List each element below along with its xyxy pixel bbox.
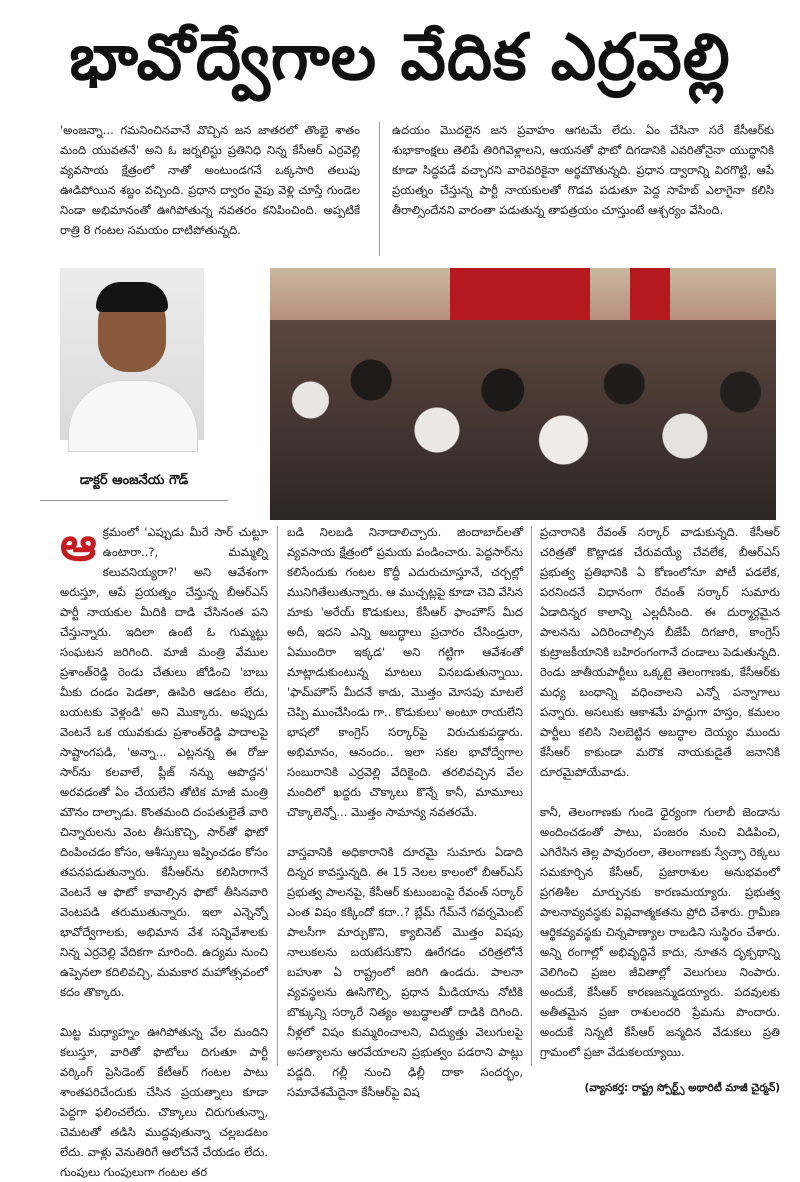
author-caption: డాక్టర్ ఆంజనేయ గౌడ్ <box>79 473 189 488</box>
drop-cap: ఆ <box>60 517 97 571</box>
crowd <box>270 320 776 520</box>
intro-right-text: ఉదయం మొదలైన జన ప్రవాహం ఆగటమే లేదు. ఏం చేసినా సరే కేసీఆర్‌కు శుభాకాంక్షలు తెలిపే తిరిగివెళ్లాలని, ఆయనతో ఫొటో దిగడానికి ఎవరితోనైనా యుద్ధానికి కూడా సిద్ధపడే వచ్చారని వారెవరికైనా అర్థమౌతున్నది. ప్రధాన ద్వారాన్ని విరగొట్టి, ఆపే ప్రయత్నం చేస్తున్న పార్టీ నాయకులతో గొడవ పడుతూ పెద్ద సాహేబ్ ఎలాగైనా కలిసి తీరాల్సిందేనని వారంతా పడుతున్న తాపత్రయం చూస్తుంటే ఆశ్చర్యం వేసింది. <box>392 123 774 217</box>
author-credit: (వ్యాసకర్త: రాష్ట్ర స్పోర్ట్స్ అథారిటీ మాజీ చైర్మన్) <box>584 1082 780 1094</box>
column-divider <box>531 526 532 1066</box>
crowd-photo <box>270 268 776 520</box>
column-3: ప్రచారానికి రేవంత్ సర్కార్ వాడుకున్నది. కేసీఆర్ చరిత్రతో కొట్లాడక చేరువయ్యే చేవలేక, బీఆర్ఎస్ ప్రభుత్వ ప్రతిభానికి ఏ కోణంలోనూ పోటీ పడలేక, పరనిందనే విధానంగా రేవంత్ సర్కార్ సుమారు ఏడాదిన్నర కాలాన్ని ఎల్లదీసింది. ఈ దుర్మార్గమైన పాలనను ఎదిరించాల్సిన బీజేపీ దిగజారి, కాంగ్రెస్ కుట్రాజకీయానికి బహిరంగంగానే దండాలు పెడుతున్నది. రెండు జాతీయపార్టీలు ఒక్కటై తెలంగాణకు, కేసీఆర్‌కు మధ్య బంధాన్ని వధించాలని ఎన్నో పన్నాగాలు పన్నారు. అసలుకు ఆకాశమే హద్దుగా హస్తం, కమలం పార్టీలు కలిసి నిలబెట్టిన అబద్ధాల దెయ్యం ముందు కేసీఆర్ కాకుండా మరొక నాయకుడైతే జనానికి దూరమైపోయేవాడు. కానీ, తెలంగాణకు గుండె ధైర్యంగా గులాబీ జెండాను అందించడంతో పాటు, పంజరం నుంచి విడిపించి, ఎగిరేసిన తెల్ల పావురంలా, తెలంగాణకు స్వేచ్ఛా రెక్కలు సమకూర్చిన కేసీఆర్, ప్రజారాశుల అనుభవంలో ప్రగతిశీల మార్పునకు కారణమయ్యారు. ప్రభుత్వ పాలనావ్యవస్థకు విప్లవాత్మకతను ప్రోది చేశారు. గ్రామీణ ఆర్థికవ్యవస్థకు చిన్నపాణ్యాల రాబడిని సుస్థిరం చేశారు. అన్ని రంగాల్లో అభివృద్ధినే కాదు, నూతన దృక్పథాన్ని వెలిగించి ప్రజల జీవితాల్లో వెలుగులు నింపారు. అందుకే, కేసీఆర్ కారణజన్ముడయ్యారు. పదవులకు అతీతమైన ప్రజా రాశులందరి ప్రేమను పొందారు. అందుకే నిన్నటి కేసీఆర్ జన్మదిన వేడుకలు ప్రతి గ్రామంలో ప్రజా వేడుకలయ్యాయి. <box>540 525 780 1059</box>
intro-left-text: 'అంజన్నా... గమనించినవానే వొచ్చిన జన జాతరలో తొంభై శాతం మంది యువతనే' అని ఓ జర్నలిస్టు ప్రతినిధి నిన్న కేసీఆర్ ఎర్రవెల్లి వ్యవసాయ క్షేత్రంలో నాతో అంటుండగనే ఒక్కసారి తలుపు ఊడిపోయిన శబ్దం వచ్చింది. ప్రధాన ద్వారం వైపు వెళ్లి చూస్తే గుండెల నిండా అభిమానంతో ఊగిపోతున్న నవతరం కనిపించింది. అప్పటికే రాత్రి 8 గంటల సమయం దాటిపోతున్నది. <box>60 123 360 237</box>
author-photo <box>60 268 204 440</box>
column-divider <box>379 122 380 256</box>
column-1-text: క్రమంలో 'ఎప్పుడు మీరే సార్ చుట్టూ ఉంటారా..?, మమ్మల్ని కలువనియ్యరా?' అని ఆవేశంగా అరుస్తూ, ఆపే ప్రయత్నం చేస్తున్న బీఆర్ఎస్ పార్టీ నాయకుల మీదికి దాడి చేసినంత పని చేస్తున్నారు. ఇదిలా ఉంటే ఓ గుమ్మట్టు సంఘటన జరిగింది. మాజీ మంత్రి వేముల ప్రశాంత్‌రెడ్డి రెండు చేతులు జోడించి 'బాబు మీకు దండం పెడతా, ఊపిరి ఆడటం లేదు, బయటకు వెళ్లండి' అని మొక్కారు. అప్పుడు వెంటనే ఒక యువకుడు ప్రశాంత్‌రెడ్డి పాదాలపై సాష్టాంగపడి, 'అన్నా... ఎట్లనన్న ఈ రోజు సార్‌ను కలవాలే, ప్లీజ్ నన్ను ఆపొద్దన' అరవడంతో ఏం చేయలేని తోటిక మాజీ మంత్రి మౌనం దాల్చాడు. కొంతమంది దంపతులైతే వారి చిన్నారులను వెంట తీసుకొచ్చి, సార్‌తో ఫొటో దింపించడం కోసం, ఆశీస్సులు ఇప్పించడం కోసం తపనపడుతున్నారు. కేసీఆర్‌ను కలిసిరాగానే వెంటనే ఆ ఫొటో కావాల్సిన ఫొటో తీసినవారి వెంటపడి తరుముతున్నారు. ఇలా ఎన్నెన్నో భావోద్వేగాలకు, అభిమాన వేశ సన్నివేశాలకు నిన్న ఎర్రవెల్లి వేదికగా మారింది. ఉద్యమ నుంచి ఉప్పెనలా కదిలివచ్చి, మమకార మహోత్సవంలో కదం తొక్కారు. మిట్ట మధ్యాహ్నం ఊగిపోతున్న వేల మందిని కలుస్తూ, వారితో ఫొటోలు దిగుతూ పార్టీ వర్కింగ్ ప్రెసిడెంట్ కేటీఆర్ గంటల పాటు శాంతపరిచేందుకు చేసిన ప్రయత్నాలు కూడా పెద్దగా ఫలించలేదు. చొక్కాలు చిరుగుతున్నా, చెమటతో తడిసి ముద్దవుతున్నా చల్లబడటం లేదు. వాళ్లు వెనుతిరిగే ఆలోచనే చేయడం లేదు. గుంపులు గుంపులుగా గంటల తర <box>60 525 268 1179</box>
caption-rule <box>40 500 228 501</box>
author-shirt <box>68 380 198 452</box>
headline: భావోద్వేగాల వేదిక ఎర్రవెల్లి <box>69 21 731 95</box>
author-hair <box>96 282 168 312</box>
column-2: బడి నిలబడి నినాదాలిచ్చారు. జిందాబాద్‌లతో వ్యవసాయ క్షేత్రంలో ప్రమయ పండించారు. పెద్దసార్‌ను కలిసేందుకు గంటల కొద్దీ ఎదురుచూస్తూనే, చర్చల్లో మునిగితేలుతున్నారు. ఆ ముచ్చట్లపై కూడా చెవి వేసిన మాకు 'అరేయ్ కొడుకులు, కేసీఆర్ ఫాంహౌస్ మీద అదీ, ఇదని ఎన్ని అబద్ధాలు ప్రచారం చేసిండ్రురా, ఏముందిరా ఇక్కడ' అని గట్టిగా ఆవేశంతో మాట్లాడుకుంటున్న మాటలు వినబడుతున్నాయి. 'ఫామ్‌హౌస్ మీదనే కాదు, మొత్తం మోసపు మాటలే చెప్పి ముంచేసిండు గా.. కొడుకులు' అంటూ రాయలేని భాషలో కాంగ్రెస్ సర్కార్‌పై విరుచుకుపడ్డారు. అభిమానం, ఆనందం.. ఇలా సకల భావోద్వేగాల సంబురానికి ఎర్రవెల్లి వేదికైంది. తరలివచ్చిన వేల మందిలో ఖద్దరు చొక్కాలు కొన్నే కానీ, మామూలు చొక్కాలెన్నో... మొత్తం సామాన్య నవతరమే. వాస్తవానికి అధికారానికి దూరమై సుమారు ఏడాది దిన్నర కావస్తున్నది. ఈ 15 నెలల కాలంలో బీఆర్ఎస్ ప్రభుత్వ పాలనపై, కేసీఆర్ కుటుంబంపై రేవంత్ సర్కార్ ఎంత విషం కక్కిందో కదా..? బ్లేమ్ గేమ్‌నే గవర్నమెంట్ పాలసీగా మార్చుకొని, క్యాబినెట్ మొత్తం విషపు నాలుకలను బయటేసుకొని ఊరేగడం చరిత్రలోనే బహుశా ఏ రాష్ట్రంలో జరిగి ఉండదు. పాలనా వ్యవస్థలను ఊసిగొల్పి, ప్రధాన మీడియాను నోటికి బొక్కున్ని సర్కారే నిత్యం అబద్ధాలతో దాడికి దిగింది. నీళ్లలో విషం కుమ్మరించాలని, విద్యుత్తు వెలుగులపై అసత్యాలను ఆరవేయాలని ప్రభుత్వం పడరాని పాట్లు పడ్డది. గల్లీ నుంచి ఢిల్లీ దాకా సందర్భం, సమావేశమేదైనా కేసీఆర్‌పై విష <box>287 525 523 1099</box>
column-1 <box>60 517 268 1179</box>
column-divider <box>277 526 278 1066</box>
